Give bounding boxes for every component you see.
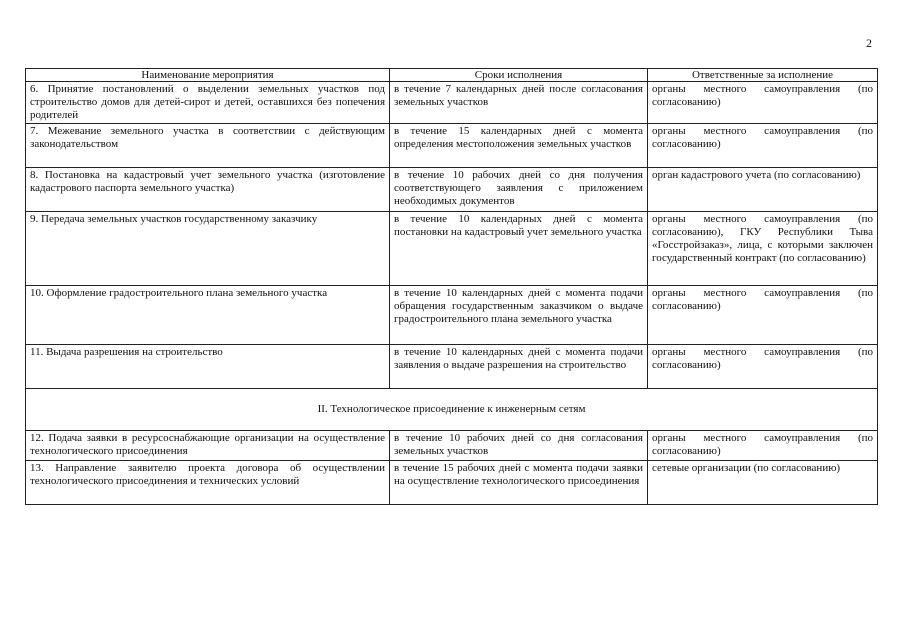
table-row	[26, 431, 878, 461]
measure-cell: 13. Направление заявителю проекта договора об осуществлении технологического присоединения и технических условий	[26, 461, 390, 505]
measure-cell: 7. Межевание земельного участка в соответствии с действующим законодательством	[26, 124, 390, 168]
measures-table	[25, 68, 878, 505]
section-title: II. Технологическое присоединение к инженерным сетям	[26, 389, 878, 431]
deadline-cell: в течение 10 рабочих дней со дня согласования земельных участков	[390, 431, 648, 461]
table-row	[26, 286, 878, 345]
measure-cell: 10. Оформление градостроительного плана земельного участка	[26, 286, 390, 345]
deadline-cell: в течение 10 рабочих дней со дня получения соответствующего заявления с приложением необходимых документов	[390, 168, 648, 212]
table-row	[26, 124, 878, 168]
responsible-cell: органы местного самоуправления (по согласованию)	[648, 431, 878, 461]
responsible-cell: органы местного самоуправления (по согласованию), ГКУ Республики Тыва «Госстройзаказ», лица, с которыми заключен государственный контракт (по согласованию)	[648, 212, 878, 286]
section-heading-row	[26, 389, 878, 431]
deadline-cell: в течение 10 календарных дней с момента подачи обращения государственным заказчиком о выдаче градостроительного плана земельного участка	[390, 286, 648, 345]
measure-cell: 9. Передача земельных участков государственному заказчику	[26, 212, 390, 286]
column-header-measure: Наименование мероприятия	[26, 69, 390, 82]
table-row	[26, 345, 878, 389]
table-row	[26, 212, 878, 286]
table-header-row	[26, 69, 878, 82]
table-row	[26, 461, 878, 505]
table-row	[26, 82, 878, 124]
deadline-cell: в течение 15 рабочих дней с момента подачи заявки на осуществление технологического присоединения	[390, 461, 648, 505]
responsible-cell: органы местного самоуправления (по согласованию)	[648, 286, 878, 345]
measure-cell: 6. Принятие постановлений о выделении земельных участков под строительство домов для детей-сирот и детей, оставшихся без попечения родителей	[26, 82, 390, 124]
responsible-cell: орган кадастрового учета (по согласованию)	[648, 168, 878, 212]
responsible-cell: сетевые организации (по согласованию)	[648, 461, 878, 505]
table-row	[26, 168, 878, 212]
deadline-cell: в течение 7 календарных дней после согласования земельных участков	[390, 82, 648, 124]
page-number: 2	[866, 36, 872, 50]
responsible-cell: органы местного самоуправления (по согласованию)	[648, 82, 878, 124]
deadline-cell: в течение 10 календарных дней с момента подачи заявления о выдаче разрешения на строительство	[390, 345, 648, 389]
responsible-cell: органы местного самоуправления (по согласованию)	[648, 124, 878, 168]
responsible-cell: органы местного самоуправления (по согласованию)	[648, 345, 878, 389]
column-header-responsible: Ответственные за исполнение	[648, 69, 878, 82]
measure-cell: 12. Подача заявки в ресурсоснабжающие организации на осуществление технологического присоединения	[26, 431, 390, 461]
measure-cell: 11. Выдача разрешения на строительство	[26, 345, 390, 389]
deadline-cell: в течение 15 календарных дней с момента определения местоположения земельных участков	[390, 124, 648, 168]
measure-cell: 8. Постановка на кадастровый учет земельного участка (изготовление кадастрового паспорта земельного участка)	[26, 168, 390, 212]
column-header-deadline: Сроки исполнения	[390, 69, 648, 82]
deadline-cell: в течение 10 календарных дней с момента постановки на кадастровый учет земельного участка	[390, 212, 648, 286]
